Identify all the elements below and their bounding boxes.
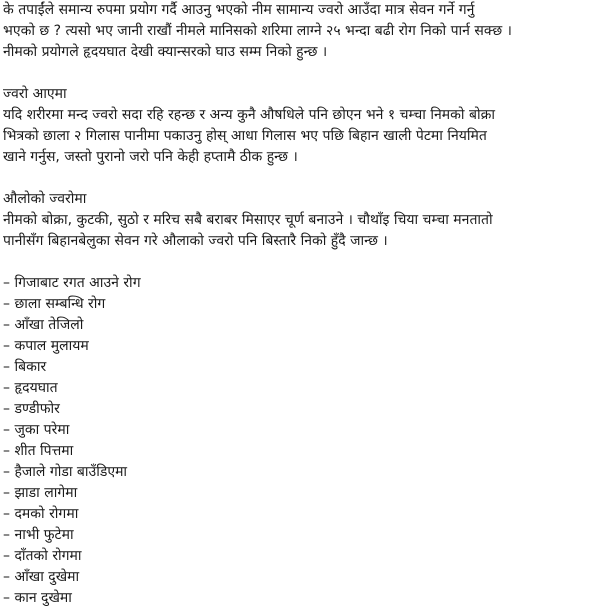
list-item: – आँखा तेजिलो bbox=[3, 317, 84, 333]
list-item: – शीत पित्तमा bbox=[3, 443, 74, 459]
list-item: – कपाल मुलायम bbox=[3, 338, 89, 354]
fever-line: भित्रको छाला २ गिलास पानीमा पकाउनु होस् आधा गिलास भए पछि बिहान खाली पेटमा नियमित bbox=[3, 128, 487, 144]
list-item: – डण्डीफोर bbox=[3, 401, 60, 417]
list-item: – नाभी फुटेमा bbox=[3, 527, 74, 543]
list-item: – गिजाबाट रगत आउने रोग bbox=[3, 275, 141, 291]
fever-heading: ज्वरो आएमा bbox=[3, 86, 67, 102]
list-item: – दाँतको रोगमा bbox=[3, 548, 82, 564]
intro-line: नीमको प्रयोगले हृदयघात देखी क्यान्सरको घाउ सम्म निको हुन्छ । bbox=[3, 44, 328, 60]
list-item: – कान दुखेमा bbox=[3, 590, 72, 606]
malaria-heading: औलोको ज्वरोमा bbox=[3, 191, 87, 207]
list-item: – झाडा लागेमा bbox=[3, 485, 78, 501]
fever-line: यदि शरीरमा मन्द ज्वरो सदा रहि रहन्छ र अन्य कुनै औषधिले पनि छोएन भने १ चम्चा निमको बोक्रा bbox=[3, 107, 495, 123]
list-item: – दमको रोगमा bbox=[3, 506, 79, 522]
malaria-line: नीमको बोक्रा, कुटकी, सुठो र मरिच सबै बराबर मिसाएर चूर्ण बनाउने । चौथाँइ चिया चम्चा मनतातो bbox=[3, 212, 493, 228]
disease-list bbox=[3, 273, 603, 609]
intro-line: भएको छ ? त्यसो भए जानी राखौं नीमले मानिसको शरिमा लाग्ने २५ भन्दा बढी रोग निको पार्न सक्छ । bbox=[3, 23, 512, 39]
malaria-line: पानीसँग बिहानबेलुका सेवन गरे औलाको ज्वरो पनि बिस्तारै निको हुँदै जान्छ । bbox=[3, 233, 388, 249]
list-item: – छाला सम्बन्धि रोग bbox=[3, 296, 106, 312]
list-item: – जुका परेमा bbox=[3, 422, 70, 438]
list-item: – बिकार bbox=[3, 359, 47, 375]
intro-line: के तपाईंले समान्य रुपमा प्रयोग गर्दै आउनु भएको नीम सामान्य ज्वरो आउँदा मात्र सेवन गर्ने गर्नु bbox=[3, 2, 475, 18]
intro-paragraph bbox=[3, 0, 603, 63]
fever-line: खाने गर्नुस, जस्तो पुरानो जरो पनि केही हप्तामै ठीक हुन्छ । bbox=[3, 149, 298, 165]
fever-paragraph bbox=[3, 105, 603, 168]
list-item: – हृदयघात bbox=[3, 380, 58, 396]
list-item: – आँखा दुखेमा bbox=[3, 569, 80, 585]
section-spacer bbox=[3, 252, 603, 273]
list-item: – हैजाले गोडा बाउँडिएमा bbox=[3, 464, 128, 480]
malaria-paragraph bbox=[3, 210, 603, 252]
